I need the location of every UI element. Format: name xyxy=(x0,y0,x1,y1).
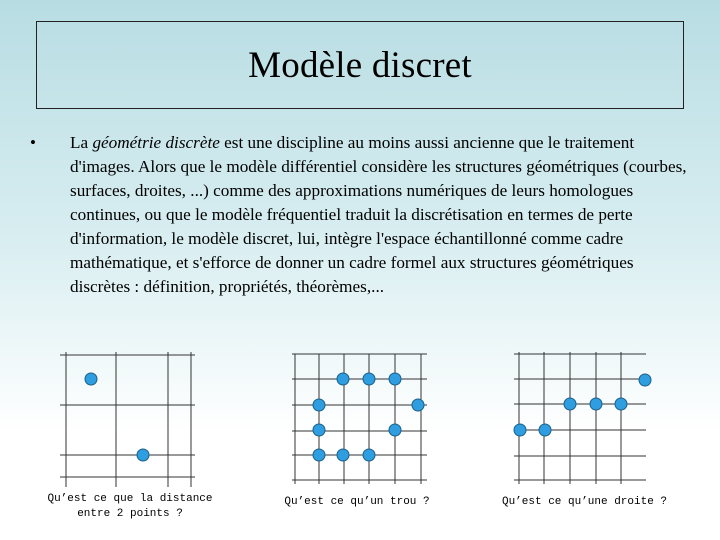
grid-point xyxy=(363,373,375,385)
grid-point xyxy=(137,449,149,461)
grid-point xyxy=(313,399,325,411)
para-text-after: est une discipline au moins aussi ancienne que le traitement d'images. Alors que le modèle différentiel considère les structures géométriques (courbes, surfaces, droites, ...) comme des approximations numériques de leurs homologues continues, ou que le modèle fréquentiel traduit la discrétisation en termes de perte d'information, le modèle discret, lui, intègre l'espace échantillonné comme cadre mathématique, et s'efforce de donner un cadre formel aux structures géométriques discrètes : définition, propriétés, théorèmes,... xyxy=(70,133,687,296)
grid-point xyxy=(337,449,349,461)
grid-point xyxy=(590,398,602,410)
grid-point xyxy=(539,424,551,436)
grid-point xyxy=(639,374,651,386)
grid-point xyxy=(337,373,349,385)
grid-point xyxy=(615,398,627,410)
para-text-before: La xyxy=(70,133,93,152)
grid-point xyxy=(389,424,401,436)
grid-figure-line xyxy=(514,352,654,484)
grid-point xyxy=(85,373,97,385)
grid-point xyxy=(412,399,424,411)
grid-point xyxy=(313,424,325,436)
grid-lines xyxy=(292,354,427,484)
grid-point xyxy=(389,373,401,385)
grid-point xyxy=(313,449,325,461)
grid-figure-distance xyxy=(60,352,200,487)
caption-hole: Qu’est ce qu’un trou ? xyxy=(284,496,430,508)
bullet-marker: • xyxy=(30,133,36,152)
slide-title: Modèle discret xyxy=(248,44,472,86)
grid-figure-hole xyxy=(292,354,427,484)
title-box xyxy=(36,21,684,109)
para-italic-term: géométrie discrète xyxy=(92,133,220,152)
caption-line: Qu’est ce qu’une droite ? xyxy=(501,496,668,508)
grid-point xyxy=(363,449,375,461)
grid-lines xyxy=(60,352,195,487)
bullet-paragraph xyxy=(70,131,690,299)
grid-point xyxy=(564,398,576,410)
grid-lines xyxy=(514,352,646,484)
grid-point xyxy=(514,424,526,436)
caption-distance: Qu’est ce que la distance entre 2 points ? xyxy=(47,493,213,520)
